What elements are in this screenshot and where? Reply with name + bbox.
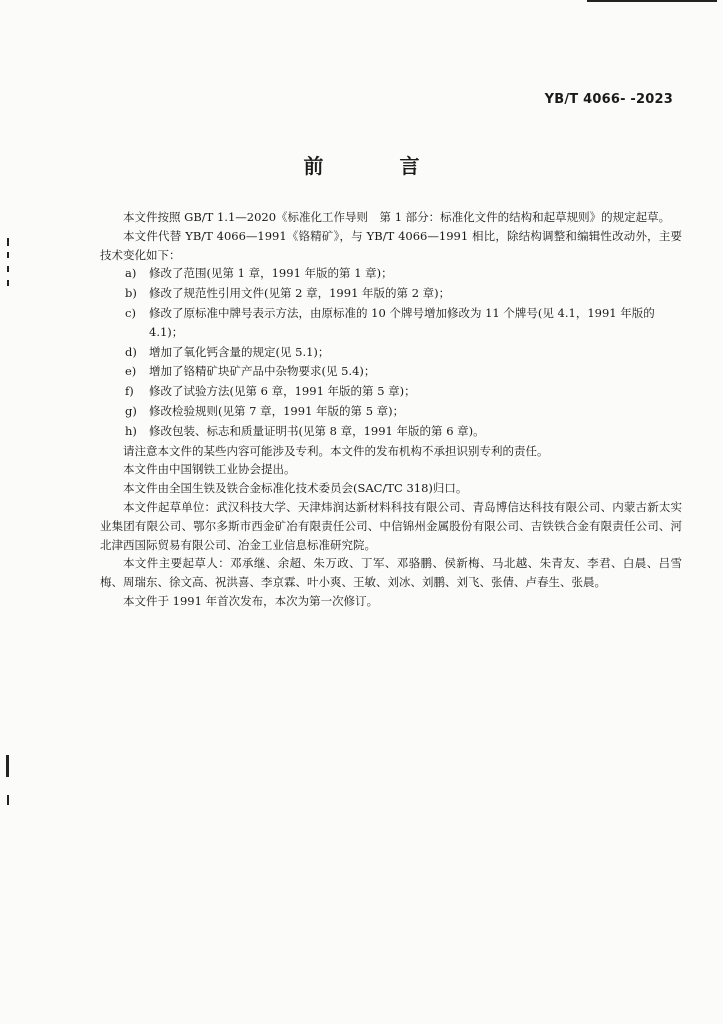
list-item-text: 修改了试验方法(见第 6 章，1991 年版的第 5 章)；: [149, 384, 416, 399]
list-item-text: 修改了原标准中牌号表示方法，由原标准的 10 个牌号增加修改为 11 个牌号(见 4.1，1991 年版的 4.1)；: [149, 305, 655, 339]
page-title: 前 言: [303, 154, 448, 178]
list-item: [100, 362, 682, 381]
list-item-text: 增加了铬精矿块矿产品中杂物要求(见 5.4)；: [149, 364, 376, 379]
paragraph-proposer: 本文件由中国钢铁工业协会提出。: [123, 462, 296, 477]
paragraph-patent-notice: 请注意本文件的某些内容可能涉及专利。本文件的发布机构不承担识别专利的责任。: [123, 443, 549, 458]
list-marker: f): [125, 384, 134, 399]
list-marker: h): [125, 423, 137, 438]
standard-code: YB/T 4066- -2023: [544, 92, 673, 107]
scan-margin-mark: [7, 795, 9, 805]
list-item: [100, 304, 682, 342]
list-marker: d): [125, 344, 137, 359]
paragraph-drafting-organizations: 本文件起草单位：武汉科技大学、天津炜润达新材料科技有限公司、青岛博信达科技有限公司、内蒙古新太实业集团有限公司、鄂尔多斯市西金矿冶有限责任公司、中信锦州金属股份有限公司、吉铁铁合金有限责任公司、河北津西国际贸易有限公司、冶金工业信息标准研究院。: [100, 499, 682, 552]
list-marker: g): [125, 403, 137, 418]
paragraph-drafting-rules: 本文件按照 GB/T 1.1—2020《标准化工作导则 第 1 部分：标准化文件的结构和起草规则》的规定起草。: [123, 210, 671, 224]
scan-margin-mark: [7, 238, 9, 246]
list-item-text: 修改包装、标志和质量证明书(见第 8 章，1991 年版的第 6 章)。: [149, 423, 485, 438]
scan-margin-mark: [7, 266, 9, 272]
changes-list: [100, 264, 682, 440]
list-item: [100, 422, 682, 441]
list-item-text: 增加了氧化钙含量的规定(见 5.1)；: [149, 344, 330, 359]
scan-margin-mark: [7, 280, 9, 286]
list-item-text: 修改检验规则(见第 7 章，1991 年版的第 5 章)；: [149, 403, 405, 418]
scan-margin-mark: [7, 252, 9, 258]
list-item-text: 修改了规范性引用文件(见第 2 章，1991 年版的第 2 章)；: [149, 286, 451, 301]
list-marker: e): [125, 364, 137, 379]
list-item: [100, 284, 682, 303]
foreword-body: [100, 208, 682, 611]
list-item: [100, 402, 682, 421]
list-item: [100, 264, 682, 283]
list-item-text: 修改了范围(见第 1 章，1991 年版的第 1 章)；: [149, 266, 393, 281]
list-marker: c): [125, 305, 136, 320]
list-marker: a): [125, 266, 137, 281]
scan-margin-mark: [6, 755, 9, 777]
paragraph-publication-history: 本文件于 1991 年首次发布，本次为第一次修订。: [123, 593, 379, 608]
list-item: [100, 382, 682, 401]
list-item: [100, 343, 682, 362]
top-edge-rule: [587, 0, 717, 2]
paragraph-replacement: 本文件代替 YB/T 4066—1991《铬精矿》，与 YB/T 4066—1991 相比，除结构调整和编辑性改动外，主要技术变化如下：: [100, 228, 682, 262]
paragraph-drafters: 本文件主要起草人：邓承继、余超、朱万政、丁军、邓骆鹏、侯新梅、马北越、朱青友、李君、白晨、吕雪梅、周瑞东、徐文高、祝洪喜、李京霖、叶小爽、王敏、刘冰、刘鹏、刘飞、张倩、卢春生、张晨。: [100, 556, 682, 590]
paragraph-technical-committee: 本文件由全国生铁及铁合金标准化技术委员会(SAC/TC 318)归口。: [123, 481, 468, 496]
list-marker: b): [125, 286, 137, 301]
